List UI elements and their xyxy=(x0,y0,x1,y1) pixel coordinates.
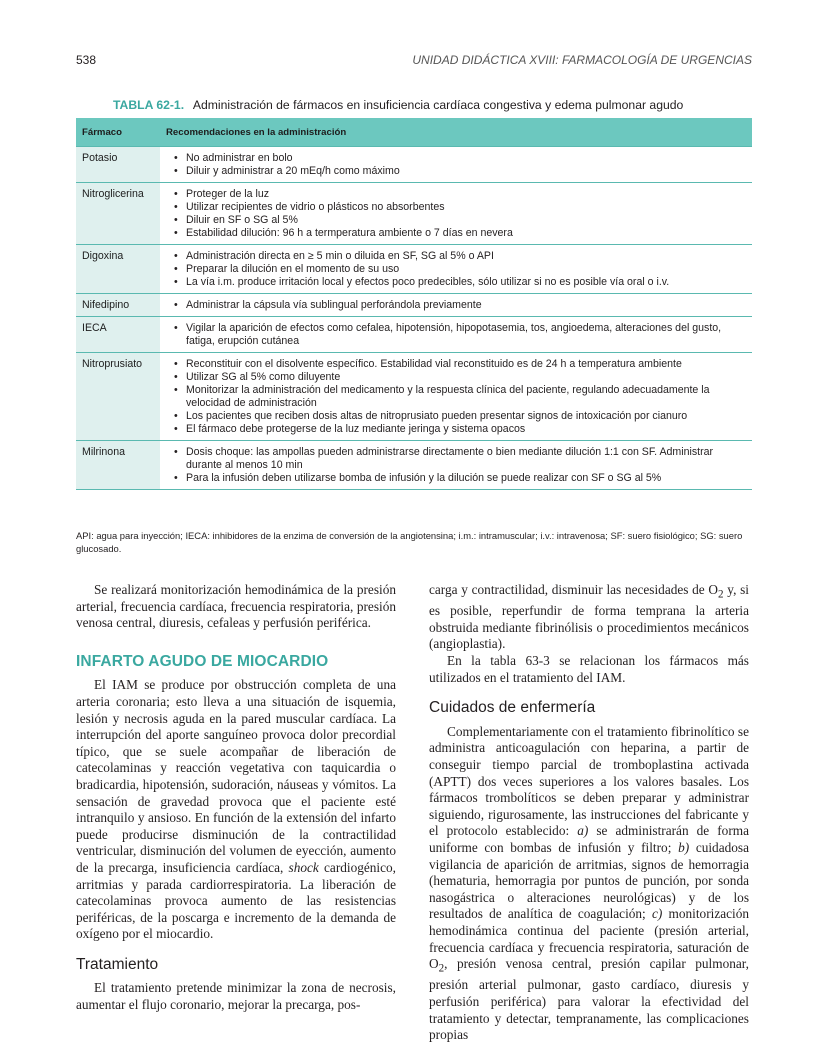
list-marker-a: a) xyxy=(577,823,589,839)
recommendation-item: • Los pacientes que reciben dosis altas de nitroprusiato pueden presentar signos de intoxicación por cianuro xyxy=(186,410,746,423)
recommendations-list xyxy=(166,358,746,436)
left-column xyxy=(76,582,396,1014)
table-footnote: API: agua para inyección; IECA: inhibidores de la enzima de conversión de la angiotensina; i.m.: intramuscular; i.v.: intravenosa; SF: suero fisiológico; SG: suero glucosado. xyxy=(76,530,743,554)
list-marker-b: b) xyxy=(678,839,690,855)
treatment-paragraph: El tratamiento pretende minimizar la zona de necrosis, aumentar el flujo coronario, mejorar la precarga, pos- xyxy=(76,980,396,1013)
table-reference-paragraph: En la tabla 63-3 se relacionan los fármacos más utilizados en el tratamiento del IAM. xyxy=(429,653,749,685)
recommendation-item: • Preparar la dilución en el momento de su uso xyxy=(186,263,746,276)
recommendations-list xyxy=(166,299,746,312)
recommendation-item: • Dosis choque: las ampollas pueden administrarse directamente o bien mediante dilución 1:1 con SF. Administrar durante al menos 10 min xyxy=(186,446,746,472)
subsection-title-nursing: Cuidados de enfermería xyxy=(429,699,596,717)
table-label: TABLA 62-1. xyxy=(113,98,185,112)
nursing-text-c: cuidadosa vigilancia de aparición de arritmias, signos de hemorragia (hematuria, hemorragia por puntos de punción, por sonda nasogástrica o alteraciones neurológicas) y de los resultados de analítica de coagulación; xyxy=(429,839,749,922)
table-row xyxy=(76,294,752,317)
page-number: 538 xyxy=(76,53,97,67)
o2-subscript: 2 xyxy=(718,588,724,601)
recommendation-item: • Administración directa en ≥ 5 min o diluida en SF, SG al 5% o API xyxy=(186,250,746,263)
recommendation-item: • Reconstituir con el disolvente específico. Estabilidad vial reconstituido es de 24 h a temperatura ambiente xyxy=(186,358,746,371)
recommendation-item: • Estabilidad dilución: 96 h a termperatura ambiente o 7 días en nevera xyxy=(186,227,746,240)
table-row xyxy=(76,245,752,294)
treatment-continued-paragraph xyxy=(429,582,749,653)
table-body xyxy=(76,147,752,490)
drug-name-cell: IECA xyxy=(76,317,160,353)
recommendations-cell xyxy=(160,245,752,294)
treatment-cont-b: y, si es posible, reperfundir de forma temprana la arteria obstruida mediante fibrinólisis o procedimientos mecánicos (angioplastia). xyxy=(429,582,749,652)
subsection-title-treatment: Tratamiento xyxy=(76,955,159,973)
table-header-row xyxy=(76,118,752,147)
drug-name-cell: Milrinona xyxy=(76,441,160,490)
nursing-text-a: Complementariamente con el tratamiento fibrinolítico se administra anticoagulación con heparina, a partir de conseguir tiempo parcial de tromboplastina activada (APTT) dos veces superiores a los valores basales. Los fármacos trombolíticos se deben preparar y administrar siguiendo, rigurosamente, las instrucciones del fabricante y el protocolo establecido: xyxy=(429,723,749,839)
nursing-paragraph xyxy=(429,724,749,1044)
table-row xyxy=(76,183,752,245)
iam-text-a: El IAM se produce por obstrucción completa de una arteria coronaria; esto lleva a una situación de isquemia, lesión y necrosis aguda en la pared muscular cardíaca. La interrupción del aporte sanguíneo provoca dolor precordial típico, que se suele acompañar de liberación de catecolaminas y reacción vegetativa con taquicardia o bradicardia, hipotensión, sudoración, náuseas y vómitos. La sensación de gravedad provoca que el paciente esté intranquilo y ansioso. En función de la extensión del infarto puede producirse disminución de la contractilidad ventricular, disminución del volumen de eyección, aumento de la precarga, insuficiencia cardíaca, xyxy=(76,677,396,875)
drug-name-cell: Nitroprusiato xyxy=(76,353,160,441)
treatment-cont-a: carga y contractilidad, disminuir las necesidades de O xyxy=(429,582,719,597)
running-head: UNIDAD DIDÁCTICA XVIII: FARMACOLOGÍA DE URGENCIAS xyxy=(412,53,752,67)
table-title: Administración de fármacos en insuficiencia cardíaca congestiva y edema pulmonar agudo xyxy=(192,98,684,112)
iam-paragraph xyxy=(76,677,396,943)
recommendation-item: • Proteger de la luz xyxy=(186,188,746,201)
recommendation-item: • El fármaco debe protegerse de la luz mediante jeringa y sistema opacos xyxy=(186,423,746,436)
drug-name-cell: Digoxina xyxy=(76,245,160,294)
table-row xyxy=(76,147,752,183)
section-title-iam: INFARTO AGUDO DE MIOCARDIO xyxy=(76,652,329,670)
table-row xyxy=(76,353,752,441)
recommendations-cell xyxy=(160,441,752,490)
recommendation-item: • Monitorizar la administración del medicamento y la respuesta clínica del paciente, regulando adecuadamente la velocidad de administración xyxy=(186,384,746,410)
table-row xyxy=(76,317,752,353)
recommendations-cell xyxy=(160,147,752,183)
recommendations-cell xyxy=(160,183,752,245)
recommendations-list xyxy=(166,446,746,485)
shock-term: shock xyxy=(288,859,319,875)
intro-paragraph: Se realizará monitorización hemodinámica de la presión arterial, frecuencia cardíaca, frecuencia respiratoria, presión venosa central, diuresis, cefaleas y perfusión periférica. xyxy=(76,582,396,631)
recommendation-item: • Utilizar SG al 5% como diluyente xyxy=(186,371,746,384)
recommendations-list xyxy=(166,188,746,240)
recommendations-list xyxy=(166,250,746,289)
recommendation-item: • La vía i.m. produce irritación local y efectos poco predecibles, sólo utilizar si no es posible vía oral o i.v. xyxy=(186,276,746,289)
recommendations-cell xyxy=(160,317,752,353)
recommendation-item: • Diluir y administrar a 20 mEq/h como máximo xyxy=(186,165,746,178)
recommendation-item: • Diluir en SF o SG al 5% xyxy=(186,214,746,227)
recommendations-list xyxy=(166,322,746,348)
recommendations-list xyxy=(166,152,746,178)
drug-name-cell: Nitroglicerina xyxy=(76,183,160,245)
nursing-text-d: monitorización hemodinámica continua del paciente (presión arterial, frecuencia cardíaca y frecuencia respiratoria, saturación de O xyxy=(429,906,750,972)
column-header-recommendations: Recomendaciones en la administración xyxy=(160,118,752,147)
table-row xyxy=(76,441,752,490)
recommendation-item: • No administrar en bolo xyxy=(186,152,746,165)
drug-name-cell: Potasio xyxy=(76,147,160,183)
nursing-text-b: se administrarán de forma uniforme con bombas de infusión y filtro; xyxy=(429,823,750,855)
drug-administration-table xyxy=(76,118,752,490)
table-caption xyxy=(113,98,763,112)
recommendations-cell xyxy=(160,353,752,441)
recommendation-item: • Utilizar recipientes de vidrio o plásticos no absorbentes xyxy=(186,201,746,214)
page-header xyxy=(76,53,752,69)
column-header-drug: Fármaco xyxy=(76,118,160,147)
recommendations-cell xyxy=(160,294,752,317)
recommendation-item: • Administrar la cápsula vía sublingual perforándola previamente xyxy=(186,299,746,312)
o2-subscript-2: 2 xyxy=(438,962,445,975)
recommendation-item: • Para la infusión deben utilizarse bomba de infusión y la dilución se puede realizar con SF o SG al 5% xyxy=(186,472,746,485)
iam-text-b: cardiogénico, arritmias y parada cardiorrespiratoria. La liberación de catecolaminas provoca aumento de las resistencias periféricas, de la poscarga e incremento de la demanda de oxígeno por el miocardio. xyxy=(76,859,397,942)
recommendation-item: • Vigilar la aparición de efectos como cefalea, hipotensión, hipopotasemia, tos, angioedema, alteraciones del gusto, fatiga, erupción cutánea xyxy=(186,322,746,348)
nursing-text-e: , presión venosa central, presión capilar pulmonar, presión arterial pulmonar, gasto cardíaco, diuresis y perfusión periférica) para valorar la efectividad del tratamiento y detectar, tempranamente, las complicaciones propias xyxy=(429,956,749,1043)
list-marker-c: c) xyxy=(651,906,663,922)
drug-name-cell: Nifedipino xyxy=(76,294,160,317)
right-column xyxy=(429,582,749,1044)
